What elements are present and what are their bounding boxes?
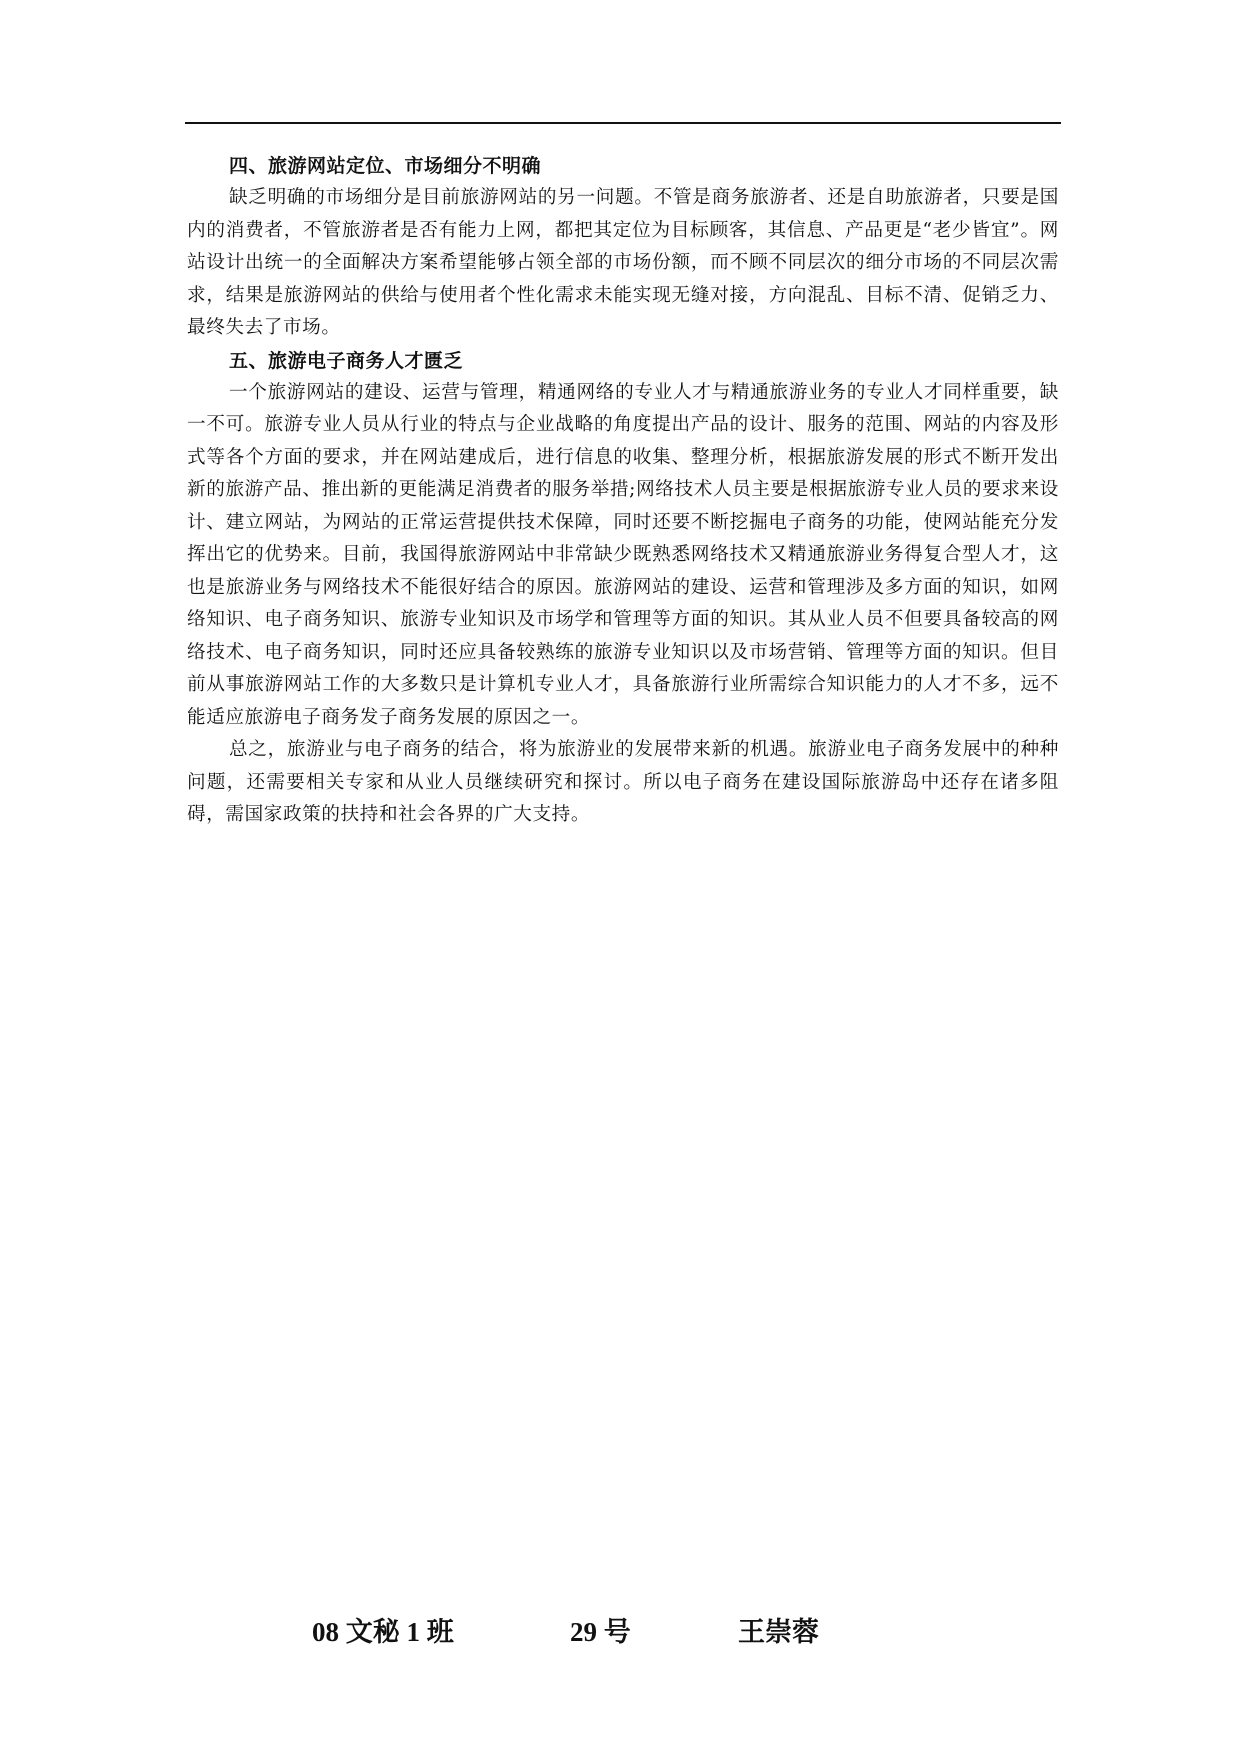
section-4-heading: 四、旅游网站定位、市场细分不明确 [229, 155, 542, 177]
section-4-paragraph: 缺乏明确的市场细分是目前旅游网站的另一问题。不管是商务旅游者、还是自助旅游者，只要是国内的消费者，不管旅游者是否有能力上网，都把其定位为目标顾客，其信息、产品更是“老少皆宜”。网站设计出统一的全面解决方案希望能够占领全部的市场份额，而不顾不同层次的细分市场的不同层次需求，结果是旅游网站的供给与使用者个性化需求未能实现无缝对接，方向混乱、目标不清、促销乏力、最终失去了市场。 [187, 187, 1059, 338]
footer-student-name: 王崇蓉 [738, 1617, 819, 1647]
footer-class-name: 08 文秘 1 班 [312, 1617, 454, 1647]
page-footer [0, 1610, 1241, 1660]
header-rule [185, 122, 1061, 124]
footer-student-number: 29 号 [570, 1617, 631, 1647]
conclusion-paragraph: 总之，旅游业与电子商务的结合，将为旅游业的发展带来新的机遇。旅游业电子商务发展中的种种问题，还需要相关专家和从业人员继续研究和探讨。所以电子商务在建设国际旅游岛中还存在诸多阻碍，需国家政策的扶持和社会各界的广大支持。 [187, 739, 1059, 825]
section-5-heading: 五、旅游电子商务人才匮乏 [229, 349, 464, 372]
document-body [187, 150, 1059, 832]
section-5-paragraph: 一个旅游网站的建设、运营与管理，精通网络的专业人才与精通旅游业务的专业人才同样重要，缺一不可。旅游专业人员从行业的特点与企业战略的角度提出产品的设计、服务的范围、网站的内容及形式等各个方面的要求，并在网站建成后，进行信息的收集、整理分析，根据旅游发展的形式不断开发出新的旅游产品、推出新的更能满足消费者的服务举措;网络技术人员主要是根据旅游专业人员的要求来设计、建立网站，为网站的正常运营提供技术保障，同时还要不断挖掘电子商务的功能，使网站能充分发挥出它的优势来。目前，我国得旅游网站中非常缺少既熟悉网络技术又精通旅游业务得复合型人才，这也是旅游业务与网络技术不能很好结合的原因。旅游网站的建设、运营和管理涉及多方面的知识，如网络知识、电子商务知识、旅游专业知识及市场学和管理等方面的知识。其从业人员不但要具备较高的网络技术、电子商务知识，同时还应具备较熟练的旅游专业知识以及市场营销、管理等方面的知识。但目前从事旅游网站工作的大多数只是计算机专业人才，具备旅游行业所需综合知识能力的人才不多，远不能适应旅游电子商务发子商务发展的原因之一。 [187, 381, 1059, 728]
